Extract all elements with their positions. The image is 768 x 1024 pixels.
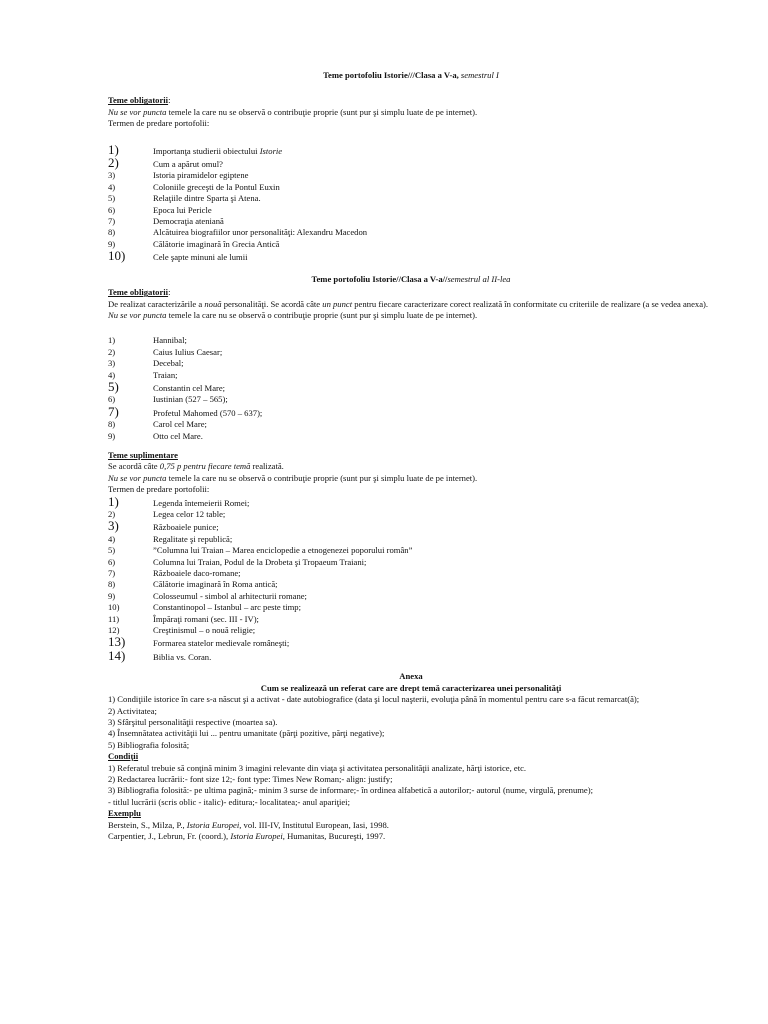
section-1-list <box>108 141 714 264</box>
list-item <box>108 227 714 238</box>
list-item <box>108 394 714 405</box>
list-item-text <box>153 591 307 602</box>
list-item-label: Formarea statelor medievale româneşti; <box>153 638 290 649</box>
list-item <box>108 403 714 419</box>
text-line: 3) Bibliografia folosită:- pe ultima pagină;- minim 3 surse de informare;- în ordinea alfabetică a autorilor;- autorul (nume, virgulă, prenume); <box>108 785 593 796</box>
list-item-label: Istoria piramidelor egiptene <box>153 170 249 181</box>
intro-a: De realizat caracterizările a <box>108 298 205 309</box>
list-item-number: 7) <box>108 403 119 419</box>
section-2-note <box>108 310 714 321</box>
list-item-label: Colosseumul - simbol al arhitecturii romane; <box>153 590 307 601</box>
list-item-label: Călătorie imaginară în Grecia Antică <box>153 238 280 249</box>
list-item-label: Cele şapte minuni ale lumii <box>153 252 248 263</box>
note-italic: Nu se vor puncta <box>108 472 167 483</box>
list-item-text <box>153 625 255 636</box>
section-2-intro <box>108 299 714 310</box>
list-item-text <box>153 614 259 625</box>
list-item-text <box>153 431 203 442</box>
list-item-number: 11) <box>108 613 120 624</box>
list-item <box>108 419 714 430</box>
list-item <box>108 568 714 579</box>
section-2-list <box>108 335 714 442</box>
grant-c: realizată. <box>250 461 284 472</box>
list-item <box>108 647 714 663</box>
conditions-lines <box>108 763 714 809</box>
list-item <box>108 157 714 170</box>
list-item-label: Epoca lui Pericle <box>153 204 212 215</box>
list-item-italic: Istorie <box>259 145 283 156</box>
list-item <box>108 636 714 649</box>
list-item <box>108 182 714 193</box>
list-item-number: 1) <box>108 493 119 509</box>
list-item-text <box>153 370 178 381</box>
list-item-text <box>153 170 248 181</box>
section-2-title <box>108 274 714 285</box>
text-line: 2) Activitatea; <box>108 705 157 716</box>
list-item-number: 7) <box>108 216 116 227</box>
document-page <box>108 70 714 842</box>
section-1-title-italic: semestrul I <box>458 70 499 80</box>
list-item-label: Columna lui Traian, Podul de la Drobeta şi Tropaeum Traiani; <box>153 556 367 567</box>
list-item-text <box>153 498 249 509</box>
list-item-label: Coloniile greceşti de la Pontul Euxin <box>153 181 280 192</box>
list-item-text <box>153 568 241 579</box>
list-item-number: 3) <box>108 358 116 369</box>
list-item <box>108 216 714 227</box>
section-1-title-bold: Teme portofoliu Istorie///Clasa a V-a, <box>323 70 459 80</box>
example-1-title: Istoria Europei <box>186 819 240 830</box>
intro-b: nouă <box>204 298 222 309</box>
list-item-number: 10) <box>108 248 126 264</box>
list-item <box>108 358 714 369</box>
section-3-heading <box>108 450 714 461</box>
list-item <box>108 625 714 636</box>
list-item-number: 13) <box>108 634 126 650</box>
list-item-text <box>153 534 232 545</box>
list-item-label: Profetul Mahomed (570 – 637); <box>153 407 263 418</box>
list-item <box>108 591 714 602</box>
section-2-req-heading <box>108 287 714 298</box>
list-item-label: Războaiele daco-romane; <box>153 568 241 579</box>
section-1-note <box>108 107 714 118</box>
list-item-label: Relaţiile dintre Sparta şi Atena. <box>153 193 261 204</box>
list-item-text <box>153 358 184 369</box>
section-3-grant <box>108 461 714 472</box>
text-line: 1) Referatul trebuie să conţină minim 3 imagini relevante din viaţa şi activitatea personalităţii analizate, hărţi istorice, etc. <box>108 762 527 773</box>
text-line: 1) Condiţiile istorice în care s-a născut şi a activat - date autobiografice (data şi locul naşterii, evoluţia până în momentul pentru care s-a făcut remarcat(ă); <box>108 694 640 705</box>
colon: : <box>168 95 171 106</box>
list-item-label: Importanţa studierii obiectului <box>153 145 260 156</box>
list-item-number: 12) <box>108 625 120 636</box>
list-item-label: Decebal; <box>153 358 184 369</box>
text-line: 3) Sfârşitul personalităţii respective (moartea sa). <box>108 716 278 727</box>
list-item-text <box>153 159 223 170</box>
intro-c: personalităţi. Se acordă câte <box>221 298 323 309</box>
list-item-number: 8) <box>108 579 116 590</box>
list-item-number: 2) <box>108 155 119 171</box>
list-item-label: Otto cel Mare. <box>153 430 203 441</box>
list-item-label: Călătorie imaginară în Roma antică; <box>153 579 278 590</box>
section-1-title <box>108 70 714 81</box>
list-item-number: 5) <box>108 193 116 204</box>
list-item-label: Legea celor 12 table; <box>153 509 226 519</box>
list-item <box>108 170 714 181</box>
example-2-title: Istoria Europei <box>230 830 283 841</box>
list-item-text <box>153 638 289 649</box>
list-item-label: Constantin cel Mare; <box>153 382 226 393</box>
list-item <box>108 545 714 556</box>
list-item-number: 6) <box>108 556 116 567</box>
list-item-text <box>153 394 228 405</box>
list-item-label: Hannibal; <box>153 335 187 346</box>
section-1-req-heading <box>108 95 714 106</box>
list-item-number: 4) <box>108 181 116 192</box>
list-item <box>108 493 714 509</box>
list-item-number: 10) <box>108 602 120 613</box>
list-item-label: Constantinopol – Istanbul – arc peste timp; <box>153 602 301 613</box>
text-line: 2) Redactarea lucrării:- font size 12;- font type: Times New Roman;- align: justify; <box>108 773 393 784</box>
list-item-label: Cum a apărut omul? <box>153 159 223 170</box>
list-item-number: 1) <box>108 335 116 346</box>
list-item <box>108 378 714 394</box>
list-item-number: 1) <box>108 141 119 157</box>
list-item <box>108 205 714 216</box>
list-item <box>108 193 714 204</box>
text-line: 5) Bibliografia folosită; <box>108 739 190 750</box>
list-item-text <box>153 347 222 358</box>
note-italic: Nu se vor puncta <box>108 309 167 320</box>
list-item-number: 9) <box>108 238 116 249</box>
list-item-number: 6) <box>108 204 116 215</box>
list-item-number: 9) <box>108 590 116 601</box>
example-2 <box>108 831 714 842</box>
list-item-label: ”Columna lui Traian – Marea enciclopedie a etnogenezei poporului român” <box>153 545 413 556</box>
list-item-text <box>153 146 282 157</box>
example-1-authors: Berstein, S., Milza, P., <box>108 819 187 830</box>
list-item-text <box>153 579 278 590</box>
note-italic: Nu se vor puncta <box>108 106 167 117</box>
list-item-number: 9) <box>108 430 116 441</box>
text-line: - titlul lucrării (scris oblic - italic)- editura;- localitatea;- anul apariţiei; <box>108 796 350 807</box>
list-item-label: Biblia vs. Coran. <box>153 651 212 662</box>
list-item-text <box>153 193 261 204</box>
section-3-note <box>108 473 714 484</box>
list-item <box>108 431 714 442</box>
list-item-number: 5) <box>108 378 119 394</box>
list-item-text <box>153 335 187 346</box>
list-item <box>108 509 714 520</box>
anexa-lines <box>108 694 714 751</box>
list-item-number: 8) <box>108 227 116 238</box>
list-item-number: 6) <box>108 394 116 405</box>
example-2-rest: , Humanitas, Bucureşti, 1997. <box>282 830 386 841</box>
list-item-text <box>153 602 301 613</box>
list-item-text <box>153 239 279 250</box>
intro-d: un punct <box>322 298 353 309</box>
list-item-text <box>153 205 212 216</box>
section-3-list <box>108 493 714 664</box>
list-item <box>108 239 714 250</box>
list-item <box>108 347 714 358</box>
list-item-label: Regalitate şi republică; <box>153 533 233 544</box>
example-1-rest: , vol. III-IV, Institutul European, Iasi, 1998. <box>239 819 389 830</box>
grant-a: Se acordă câte <box>108 461 160 472</box>
list-item-label: Împăraţi romani (sec. III - IV); <box>153 613 259 624</box>
list-item-label: Creştinismul – o nouă religie; <box>153 625 256 636</box>
list-item-number: 2) <box>108 509 116 519</box>
list-item-number: 5) <box>108 545 116 556</box>
list-item-label: Alcătuirea biografiilor unor personalităţi: Alexandru Macedon <box>153 227 368 238</box>
list-item-label: Caius Iulius Caesar; <box>153 346 223 357</box>
section-2-title-italic: semestrul al II-lea <box>447 273 511 284</box>
list-item-number: 3) <box>108 170 116 181</box>
list-item-label: Carol cel Mare; <box>153 419 207 430</box>
list-item <box>108 141 714 157</box>
list-item <box>108 335 714 346</box>
list-item-text <box>153 408 262 419</box>
list-item <box>108 534 714 545</box>
intro-e: pentru fiecare caracterizare corect realizată în conformitate cu criteriile de realizare (a se vedea anexa). <box>352 298 709 309</box>
list-item <box>108 370 714 381</box>
list-item-text <box>153 419 207 430</box>
list-item-text <box>153 182 280 193</box>
list-item-text <box>153 216 224 227</box>
section-3-label: Teme suplimentare <box>108 449 178 460</box>
list-item <box>108 614 714 625</box>
section-3-deadline: Termen de predare portofolii: <box>108 484 210 495</box>
list-item <box>108 602 714 613</box>
list-item <box>108 557 714 568</box>
section-1-deadline: Termen de predare portofolii: <box>108 118 210 129</box>
conditions-label: Condiţii <box>108 751 139 762</box>
list-item-label: Legenda întemeierii Romei; <box>153 497 250 508</box>
note-rest: temele la care nu se observă o contribuţie proprie (sunt pur şi simplu luate de pe internet). <box>166 106 478 117</box>
list-item <box>108 520 714 533</box>
list-item-label: Războaiele punice; <box>153 522 219 533</box>
grant-b: 0,75 p pentru fiecare temă <box>159 461 251 472</box>
colon: : <box>168 287 171 298</box>
section-2-title-bold: Teme portofoliu Istorie//Clasa a V-a// <box>311 273 448 284</box>
list-item-number: 8) <box>108 419 116 430</box>
example-2-authors: Carpentier, J., Lebrun, Fr. (coord.), <box>108 830 231 841</box>
list-item-text <box>153 252 248 263</box>
text-line: 4) Însemnătatea activităţii lui ... pentru umanitate (părţi pozitive, părţi negative); <box>108 728 385 739</box>
list-item-number: 2) <box>108 346 116 357</box>
list-item-label: Democraţia ateniană <box>153 216 224 227</box>
anexa-subtitle: Cum se realizează un referat care are drept temă caracterizarea unei personalităţi <box>260 682 562 693</box>
list-item-text <box>153 509 225 520</box>
anexa-title: Anexa <box>399 671 423 682</box>
list-item-number: 3) <box>108 518 119 534</box>
list-item-text <box>153 545 412 556</box>
list-item-text <box>153 522 219 533</box>
list-item-label: Traian; <box>153 369 178 380</box>
section-1-req-label: Teme obligatorii <box>108 95 169 106</box>
note-rest: temele la care nu se observă o contribuţie proprie (sunt pur şi simplu luate de pe internet). <box>166 309 478 320</box>
list-item-text <box>153 383 225 394</box>
list-item <box>108 579 714 590</box>
example-1 <box>108 820 714 831</box>
list-item-text <box>153 557 366 568</box>
example-label: Exemplu <box>108 808 141 819</box>
list-item-label: Iustinian (527 – 565); <box>153 394 228 405</box>
note-rest: temele la care nu se observă o contribuţie proprie (sunt pur şi simplu luate de pe internet). <box>166 472 478 483</box>
list-item-number: 4) <box>108 369 116 380</box>
list-item-number: 4) <box>108 533 116 544</box>
section-2-req-label: Teme obligatorii <box>108 287 169 298</box>
list-item-number: 14) <box>108 647 126 663</box>
list-item <box>108 250 714 263</box>
list-item-text <box>153 227 367 238</box>
list-item-text <box>153 652 211 663</box>
list-item-number: 7) <box>108 568 116 579</box>
